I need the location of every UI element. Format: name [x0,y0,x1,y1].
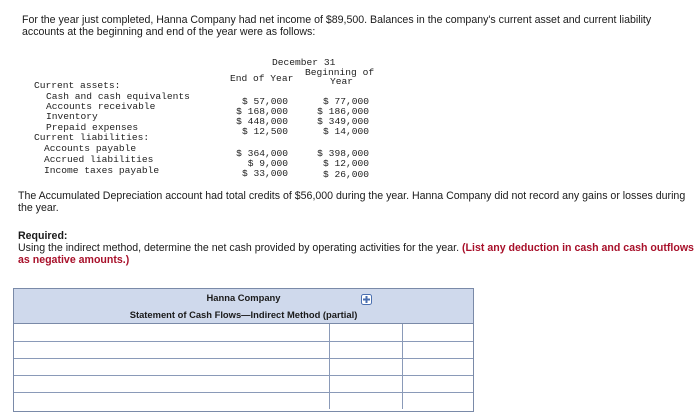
asset-begin: $ 14,000 [322,126,369,137]
asset-begin: $ 77,000 [322,96,369,107]
current-liabilities-label: Current liabilities: [34,132,150,143]
liability-label: Accrued liabilities [44,154,154,165]
liability-label: Income taxes payable [44,165,160,176]
required-title: Required: [18,230,68,242]
asset-begin: $ 349,000 [317,116,369,127]
worksheet-company: Hanna Company [206,292,281,303]
liability-begin: $ 26,000 [322,169,369,180]
liability-end: $ 33,000 [241,168,288,179]
liability-end: $ 9,000 [247,158,288,169]
asset-label: Cash and cash equivalents [46,91,190,102]
col-begin-header-1: Beginning of [305,67,375,78]
row-label-input[interactable] [14,394,329,411]
balances-table [0,0,700,190]
worksheet-row [14,341,473,359]
required-instruction: Using the indirect method, determine the net cash provided by operating activities for the year. [18,242,460,254]
col-end-header: End of Year [230,73,294,84]
row-amount-input[interactable] [330,394,402,411]
current-assets-label: Current assets: [34,80,121,91]
asset-begin: $ 186,000 [317,106,369,117]
liability-end: $ 364,000 [236,148,288,159]
liability-begin: $ 398,000 [317,148,369,159]
asset-end: $ 168,000 [236,106,288,117]
asset-end: $ 12,500 [241,126,288,137]
col-begin-header-2: Year [330,76,354,87]
worksheet-row [14,324,473,342]
worksheet-row [14,375,473,393]
header-group: December 31 [272,57,336,68]
worksheet-row [14,358,473,376]
cash-flow-worksheet [13,288,474,412]
liability-begin: $ 12,000 [322,158,369,169]
add-row-icon[interactable] [361,294,372,305]
depreciation-note: The Accumulated Depreciation account had total credits of $56,000 during the year. Hanna Company did not record any gains or losses during the year. [18,190,686,214]
worksheet-statement-title: Statement of Cash Flows—Indirect Method (partial) [129,309,358,320]
intro-text: For the year just completed, Hanna Company had net income of $89,500. Balances in the company's current asset and current liability accounts at the beginning and end of the year were as follows: [22,14,652,38]
liability-label: Accounts payable [44,143,137,154]
required-emphasis: (List any deduction in cash and cash outflows as negative amounts.) [18,242,694,266]
asset-label: Accounts receivable [46,101,156,112]
worksheet-row [14,392,473,409]
worksheet-header [14,289,473,324]
required-text [18,242,694,266]
asset-end: $ 448,000 [236,116,288,127]
asset-label: Prepaid expenses [46,122,139,133]
asset-end: $ 57,000 [241,96,288,107]
asset-label: Inventory [46,111,98,122]
